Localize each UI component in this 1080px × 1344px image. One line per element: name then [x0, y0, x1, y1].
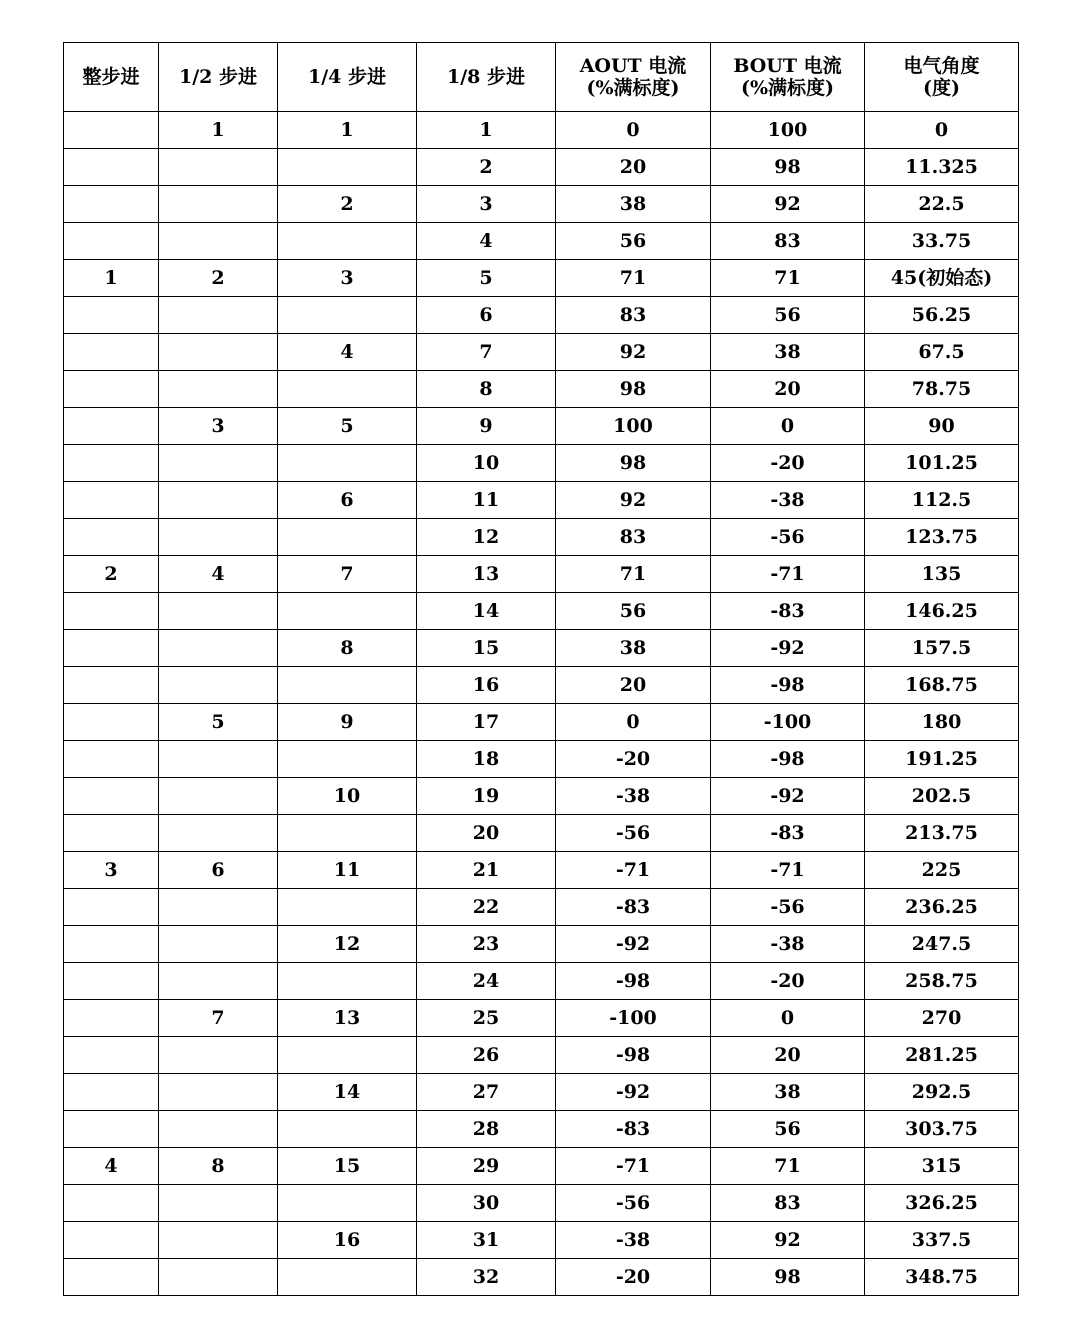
table-row — [64, 149, 1019, 186]
cell-eighth-step: 13 — [417, 556, 556, 593]
cell-full-step: 1 — [64, 260, 159, 297]
cell-half-step — [159, 334, 278, 371]
cell-aout-current: -100 — [556, 1000, 711, 1037]
cell-full-step — [64, 778, 159, 815]
table-row — [64, 926, 1019, 963]
cell-aout-current: 56 — [556, 593, 711, 630]
cell-full-step — [64, 112, 159, 149]
cell-half-step — [159, 297, 278, 334]
cell-full-step — [64, 815, 159, 852]
cell-half-step — [159, 1037, 278, 1074]
cell-aout-current: -98 — [556, 963, 711, 1000]
cell-half-step — [159, 778, 278, 815]
cell-electrical-angle: 326.25 — [865, 1185, 1019, 1222]
table-row — [64, 667, 1019, 704]
cell-full-step: 2 — [64, 556, 159, 593]
cell-half-step: 5 — [159, 704, 278, 741]
cell-full-step — [64, 1222, 159, 1259]
cell-eighth-step: 9 — [417, 408, 556, 445]
cell-electrical-angle: 123.75 — [865, 519, 1019, 556]
cell-bout-current: 92 — [711, 186, 865, 223]
cell-full-step — [64, 1074, 159, 1111]
cell-half-step — [159, 1185, 278, 1222]
cell-eighth-step: 11 — [417, 482, 556, 519]
cell-bout-current: -56 — [711, 889, 865, 926]
cell-half-step — [159, 889, 278, 926]
cell-electrical-angle: 146.25 — [865, 593, 1019, 630]
cell-aout-current: -38 — [556, 778, 711, 815]
table-row — [64, 778, 1019, 815]
cell-electrical-angle: 78.75 — [865, 371, 1019, 408]
cell-eighth-step: 14 — [417, 593, 556, 630]
cell-electrical-angle: 168.75 — [865, 667, 1019, 704]
cell-bout-current: -20 — [711, 963, 865, 1000]
table-header-row — [64, 43, 1019, 112]
table-row — [64, 334, 1019, 371]
cell-full-step — [64, 1111, 159, 1148]
cell-bout-current: -98 — [711, 741, 865, 778]
cell-aout-current: 38 — [556, 630, 711, 667]
cell-half-step — [159, 445, 278, 482]
cell-bout-current: -71 — [711, 556, 865, 593]
cell-bout-current: 83 — [711, 1185, 865, 1222]
cell-bout-current: -38 — [711, 926, 865, 963]
cell-eighth-step: 21 — [417, 852, 556, 889]
header-aout-current-unit: (%满标度) — [586, 77, 680, 99]
cell-aout-current: -56 — [556, 1185, 711, 1222]
cell-half-step — [159, 815, 278, 852]
cell-full-step — [64, 741, 159, 778]
cell-quarter-step — [278, 667, 417, 704]
cell-quarter-step: 8 — [278, 630, 417, 667]
cell-electrical-angle: 281.25 — [865, 1037, 1019, 1074]
cell-aout-current: 98 — [556, 445, 711, 482]
cell-full-step — [64, 1185, 159, 1222]
cell-half-step: 2 — [159, 260, 278, 297]
cell-quarter-step — [278, 297, 417, 334]
cell-eighth-step: 3 — [417, 186, 556, 223]
cell-quarter-step — [278, 519, 417, 556]
cell-quarter-step — [278, 889, 417, 926]
cell-quarter-step: 7 — [278, 556, 417, 593]
cell-half-step — [159, 963, 278, 1000]
cell-bout-current: 0 — [711, 1000, 865, 1037]
cell-bout-current: 56 — [711, 297, 865, 334]
cell-eighth-step: 31 — [417, 1222, 556, 1259]
cell-full-step — [64, 408, 159, 445]
cell-quarter-step: 15 — [278, 1148, 417, 1185]
table-row — [64, 1000, 1019, 1037]
cell-electrical-angle: 101.25 — [865, 445, 1019, 482]
cell-bout-current: 98 — [711, 149, 865, 186]
cell-electrical-angle: 258.75 — [865, 963, 1019, 1000]
cell-electrical-angle: 22.5 — [865, 186, 1019, 223]
header-bout-current — [711, 43, 865, 112]
cell-aout-current: -92 — [556, 1074, 711, 1111]
table-row — [64, 297, 1019, 334]
cell-bout-current: 83 — [711, 223, 865, 260]
cell-full-step — [64, 519, 159, 556]
cell-aout-current: -92 — [556, 926, 711, 963]
cell-quarter-step: 12 — [278, 926, 417, 963]
cell-electrical-angle: 45(初始态) — [865, 260, 1019, 297]
cell-eighth-step: 16 — [417, 667, 556, 704]
cell-quarter-step — [278, 963, 417, 1000]
cell-quarter-step: 9 — [278, 704, 417, 741]
cell-eighth-step: 1 — [417, 112, 556, 149]
cell-quarter-step — [278, 1037, 417, 1074]
cell-electrical-angle: 315 — [865, 1148, 1019, 1185]
cell-electrical-angle: 303.75 — [865, 1111, 1019, 1148]
cell-eighth-step: 7 — [417, 334, 556, 371]
cell-aout-current: -83 — [556, 1111, 711, 1148]
header-half-step-label: 1/2 步进 — [179, 66, 257, 88]
cell-electrical-angle: 157.5 — [865, 630, 1019, 667]
header-electrical-angle-unit: (度) — [923, 77, 960, 99]
header-half-step — [159, 43, 278, 112]
table-row — [64, 1111, 1019, 1148]
cell-bout-current: 100 — [711, 112, 865, 149]
cell-half-step — [159, 371, 278, 408]
cell-quarter-step: 2 — [278, 186, 417, 223]
cell-aout-current: 0 — [556, 704, 711, 741]
cell-aout-current: 71 — [556, 556, 711, 593]
cell-full-step — [64, 1259, 159, 1296]
cell-quarter-step: 16 — [278, 1222, 417, 1259]
cell-half-step: 3 — [159, 408, 278, 445]
cell-electrical-angle: 247.5 — [865, 926, 1019, 963]
cell-quarter-step — [278, 1111, 417, 1148]
cell-half-step — [159, 223, 278, 260]
cell-half-step — [159, 519, 278, 556]
header-bout-current-label: BOUT 电流 — [733, 55, 842, 77]
cell-bout-current: -98 — [711, 667, 865, 704]
cell-electrical-angle: 236.25 — [865, 889, 1019, 926]
cell-full-step — [64, 926, 159, 963]
cell-eighth-step: 17 — [417, 704, 556, 741]
cell-bout-current: -83 — [711, 815, 865, 852]
cell-half-step: 1 — [159, 112, 278, 149]
cell-electrical-angle: 0 — [865, 112, 1019, 149]
cell-bout-current: -92 — [711, 630, 865, 667]
cell-electrical-angle: 225 — [865, 852, 1019, 889]
table-row — [64, 1074, 1019, 1111]
cell-full-step — [64, 223, 159, 260]
cell-bout-current: -38 — [711, 482, 865, 519]
cell-bout-current: -100 — [711, 704, 865, 741]
table-row — [64, 704, 1019, 741]
header-aout-current — [556, 43, 711, 112]
table-row — [64, 1148, 1019, 1185]
cell-full-step — [64, 186, 159, 223]
cell-electrical-angle: 67.5 — [865, 334, 1019, 371]
cell-quarter-step: 10 — [278, 778, 417, 815]
cell-half-step — [159, 149, 278, 186]
cell-full-step — [64, 889, 159, 926]
cell-quarter-step: 3 — [278, 260, 417, 297]
table-row — [64, 260, 1019, 297]
cell-half-step: 7 — [159, 1000, 278, 1037]
cell-half-step — [159, 741, 278, 778]
table-row — [64, 482, 1019, 519]
cell-aout-current: -71 — [556, 852, 711, 889]
cell-bout-current: 71 — [711, 1148, 865, 1185]
table-row — [64, 186, 1019, 223]
cell-full-step — [64, 297, 159, 334]
cell-eighth-step: 25 — [417, 1000, 556, 1037]
table-row — [64, 1222, 1019, 1259]
header-eighth-step — [417, 43, 556, 112]
cell-aout-current: -71 — [556, 1148, 711, 1185]
table-row — [64, 815, 1019, 852]
cell-electrical-angle: 56.25 — [865, 297, 1019, 334]
cell-quarter-step: 11 — [278, 852, 417, 889]
table-row — [64, 630, 1019, 667]
cell-full-step — [64, 482, 159, 519]
header-electrical-angle-label: 电气角度 — [903, 55, 980, 77]
cell-aout-current: -56 — [556, 815, 711, 852]
table-row — [64, 1185, 1019, 1222]
cell-bout-current: 56 — [711, 1111, 865, 1148]
cell-eighth-step: 12 — [417, 519, 556, 556]
cell-bout-current: -92 — [711, 778, 865, 815]
cell-eighth-step: 24 — [417, 963, 556, 1000]
cell-bout-current: -71 — [711, 852, 865, 889]
cell-quarter-step — [278, 371, 417, 408]
cell-electrical-angle: 112.5 — [865, 482, 1019, 519]
cell-electrical-angle: 135 — [865, 556, 1019, 593]
cell-electrical-angle: 11.325 — [865, 149, 1019, 186]
cell-electrical-angle: 337.5 — [865, 1222, 1019, 1259]
cell-eighth-step: 22 — [417, 889, 556, 926]
cell-aout-current: 20 — [556, 149, 711, 186]
table-row — [64, 741, 1019, 778]
cell-bout-current: 38 — [711, 1074, 865, 1111]
cell-bout-current: -56 — [711, 519, 865, 556]
cell-full-step — [64, 963, 159, 1000]
cell-eighth-step: 10 — [417, 445, 556, 482]
cell-bout-current: 20 — [711, 1037, 865, 1074]
cell-bout-current: -20 — [711, 445, 865, 482]
cell-eighth-step: 30 — [417, 1185, 556, 1222]
cell-aout-current: 0 — [556, 112, 711, 149]
cell-quarter-step: 4 — [278, 334, 417, 371]
cell-full-step — [64, 334, 159, 371]
cell-electrical-angle: 292.5 — [865, 1074, 1019, 1111]
cell-bout-current: 92 — [711, 1222, 865, 1259]
cell-eighth-step: 19 — [417, 778, 556, 815]
cell-half-step — [159, 1222, 278, 1259]
cell-half-step: 8 — [159, 1148, 278, 1185]
cell-half-step — [159, 926, 278, 963]
cell-eighth-step: 2 — [417, 149, 556, 186]
cell-full-step — [64, 667, 159, 704]
cell-half-step — [159, 667, 278, 704]
cell-half-step — [159, 482, 278, 519]
cell-eighth-step: 4 — [417, 223, 556, 260]
cell-quarter-step — [278, 815, 417, 852]
table-row — [64, 852, 1019, 889]
cell-quarter-step: 6 — [278, 482, 417, 519]
cell-aout-current: 100 — [556, 408, 711, 445]
cell-half-step — [159, 1111, 278, 1148]
header-full-step-label: 整步进 — [82, 66, 140, 88]
cell-aout-current: -38 — [556, 1222, 711, 1259]
cell-aout-current: -98 — [556, 1037, 711, 1074]
cell-eighth-step: 6 — [417, 297, 556, 334]
cell-full-step — [64, 1000, 159, 1037]
table-body — [64, 112, 1019, 1296]
cell-half-step — [159, 186, 278, 223]
header-quarter-step — [278, 43, 417, 112]
table-row — [64, 1037, 1019, 1074]
cell-electrical-angle: 213.75 — [865, 815, 1019, 852]
cell-eighth-step: 15 — [417, 630, 556, 667]
cell-quarter-step: 1 — [278, 112, 417, 149]
cell-half-step — [159, 1074, 278, 1111]
cell-electrical-angle: 33.75 — [865, 223, 1019, 260]
cell-eighth-step: 28 — [417, 1111, 556, 1148]
cell-aout-current: -20 — [556, 1259, 711, 1296]
cell-eighth-step: 26 — [417, 1037, 556, 1074]
table-row — [64, 408, 1019, 445]
header-electrical-angle — [865, 43, 1019, 112]
cell-aout-current: 83 — [556, 297, 711, 334]
cell-full-step — [64, 593, 159, 630]
cell-aout-current: 71 — [556, 260, 711, 297]
table-row — [64, 1259, 1019, 1296]
cell-electrical-angle: 348.75 — [865, 1259, 1019, 1296]
cell-aout-current: 38 — [556, 186, 711, 223]
cell-full-step — [64, 371, 159, 408]
cell-aout-current: 92 — [556, 334, 711, 371]
cell-eighth-step: 29 — [417, 1148, 556, 1185]
cell-quarter-step — [278, 445, 417, 482]
cell-aout-current: 83 — [556, 519, 711, 556]
header-bout-current-unit: (%满标度) — [740, 77, 835, 99]
cell-quarter-step: 5 — [278, 408, 417, 445]
cell-quarter-step — [278, 741, 417, 778]
cell-aout-current: -83 — [556, 889, 711, 926]
cell-aout-current: -20 — [556, 741, 711, 778]
cell-electrical-angle: 90 — [865, 408, 1019, 445]
cell-quarter-step: 13 — [278, 1000, 417, 1037]
cell-eighth-step: 23 — [417, 926, 556, 963]
cell-bout-current: 0 — [711, 408, 865, 445]
cell-aout-current: 92 — [556, 482, 711, 519]
cell-quarter-step — [278, 1185, 417, 1222]
table-row — [64, 519, 1019, 556]
cell-bout-current: 98 — [711, 1259, 865, 1296]
cell-electrical-angle: 191.25 — [865, 741, 1019, 778]
cell-full-step — [64, 1037, 159, 1074]
table-row — [64, 223, 1019, 260]
cell-eighth-step: 5 — [417, 260, 556, 297]
cell-bout-current: 38 — [711, 334, 865, 371]
cell-half-step — [159, 593, 278, 630]
cell-eighth-step: 27 — [417, 1074, 556, 1111]
cell-quarter-step — [278, 593, 417, 630]
header-eighth-step-label: 1/8 步进 — [447, 66, 525, 88]
cell-bout-current: -83 — [711, 593, 865, 630]
cell-aout-current: 56 — [556, 223, 711, 260]
cell-quarter-step: 14 — [278, 1074, 417, 1111]
cell-aout-current: 98 — [556, 371, 711, 408]
table-row — [64, 889, 1019, 926]
table-row — [64, 112, 1019, 149]
cell-bout-current: 20 — [711, 371, 865, 408]
cell-full-step — [64, 445, 159, 482]
cell-half-step: 4 — [159, 556, 278, 593]
cell-half-step — [159, 630, 278, 667]
cell-full-step: 4 — [64, 1148, 159, 1185]
table-row — [64, 445, 1019, 482]
table-row — [64, 593, 1019, 630]
header-aout-current-label: AOUT 电流 — [579, 55, 687, 77]
cell-eighth-step: 18 — [417, 741, 556, 778]
cell-eighth-step: 32 — [417, 1259, 556, 1296]
cell-full-step: 3 — [64, 852, 159, 889]
cell-electrical-angle: 202.5 — [865, 778, 1019, 815]
table-row — [64, 371, 1019, 408]
cell-quarter-step — [278, 223, 417, 260]
cell-electrical-angle: 270 — [865, 1000, 1019, 1037]
cell-full-step — [64, 704, 159, 741]
microstep-table-container — [63, 42, 1018, 1296]
header-quarter-step-label: 1/4 步进 — [308, 66, 386, 88]
header-full-step — [64, 43, 159, 112]
cell-eighth-step: 8 — [417, 371, 556, 408]
cell-full-step — [64, 149, 159, 186]
table-row — [64, 963, 1019, 1000]
cell-quarter-step — [278, 1259, 417, 1296]
cell-aout-current: 20 — [556, 667, 711, 704]
cell-half-step: 6 — [159, 852, 278, 889]
cell-bout-current: 71 — [711, 260, 865, 297]
microstep-current-table — [63, 42, 1019, 1296]
table-row — [64, 556, 1019, 593]
cell-full-step — [64, 630, 159, 667]
cell-eighth-step: 20 — [417, 815, 556, 852]
cell-electrical-angle: 180 — [865, 704, 1019, 741]
cell-half-step — [159, 1259, 278, 1296]
cell-quarter-step — [278, 149, 417, 186]
